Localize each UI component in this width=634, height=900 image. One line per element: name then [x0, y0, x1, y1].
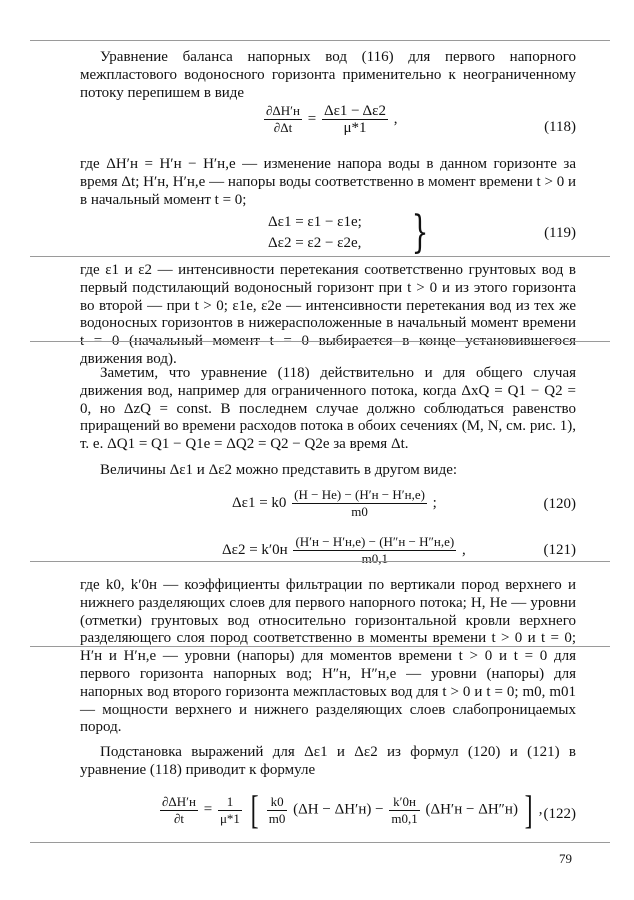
- paragraph-intro: Уравнение баланса напорных вод (116) для первого напорного межпластового водоносного горизонта применительно к неограниченному потоку перепишем в виде: [80, 49, 576, 101]
- equation-number-121: (121): [543, 542, 576, 558]
- scan-divider: [30, 40, 610, 41]
- scan-divider: [30, 842, 610, 843]
- equation-121: Δε2 = k′0н $\frac{(H'н - H'н,е) - (H''н - H''н,е)}{m0,1}$ ,: [222, 534, 466, 566]
- eq119-line-2: Δε2 = ε2 − ε2е,: [268, 235, 362, 251]
- eq122-lhs: $\frac{\partial\Delta H'н}{\partial t}$: [162, 793, 196, 826]
- equation-122: $\frac{\partial\Delta H'н}{\partial t}$ = $\frac{1}{\mu*1}$ [ $\frac{k0}{m0}$ (ΔH − ΔH′н) − $\frac{k'0н}{m0,1}$ (ΔH′н − ΔH″н) ] ,: [162, 787, 543, 832]
- eq122-coefficient: $\frac{1}{\mu*1}$: [219, 793, 240, 826]
- paragraph-substitution: Подстановка выражений для Δε1 и Δε2 из формул (120) и (121) в уравнение (118) приводит к формуле: [80, 744, 576, 778]
- paragraph-remark: Заметим, что уравнение (118) действительно и для общего случая движения вод, например для ограниченного потока, когда ΔxQ = Q1 − Q2 = 0, но ΔzQ = const. В последнем случае должно соблюдаться равенство приращений во времени расходов потока в обоих сечениях (M, N, см. рис. 1), т. е. ΔQ1 = Q1 − Q1е = ΔQ2 = Q2 − Q2е за время Δt.: [80, 365, 576, 453]
- equation-number-119: (119): [544, 225, 576, 241]
- right-bracket: ]: [524, 787, 533, 832]
- eq119-line-1: Δε1 = ε1 − ε1е;: [268, 214, 362, 230]
- eq122-term1-fraction: $\frac{k0}{m0}$: [268, 793, 286, 826]
- equation-118: $\frac{\partial\Delta H'н}{\partial\Delta t}$ = $\frac{\Delta\varepsilon 1 - \Delta\varepsilon 2}{\mu*1}$ ,: [266, 103, 398, 136]
- eq122-term2-body: (ΔH′н − ΔH″н): [425, 801, 518, 818]
- eq118-lhs: $\frac{\partial\Delta H'н}{\partial\Delta t}$: [266, 103, 300, 135]
- eq120-fraction: $\frac{(H - Hе) - (H'н - H'н,е)}{m0}$: [294, 487, 425, 519]
- paragraph-transition: Величины Δε1 и Δε2 можно представить в другом виде:: [100, 462, 458, 478]
- eq121-fraction: $\frac{(H'н - H'н,е) - (H''н - H''н,е)}{m0,1}$: [295, 534, 455, 566]
- scan-divider: [30, 256, 610, 257]
- scan-divider: [30, 341, 610, 342]
- equation-number-120: (120): [543, 496, 576, 512]
- paragraph-definitions-3: где k0, k′0н — коэффициенты фильтрации по вертикали пород верхнего и нижнего разделяющих слоев для первого напорного потока; H, Hе — уровни (отметки) грунтовых вод относительно горизонтальной кровли верхнего разделяющего слоя пород соответственно в моменты времени t > 0 и t = 0; H′н и H′н,е — уровни (напоры) для моментов времени t > 0 и t = 0 для первого горизонта напорных вод; H″н, H″н,е — уровни (напоры) для напорных вод второго горизонта межпластовых вод для t > 0 и t = 0; m0, m01 — мощности верхнего и нижнего разделяющих слоев слабопроницаемых пород.: [80, 577, 576, 736]
- scan-divider: [30, 646, 610, 647]
- scan-divider: [30, 561, 610, 562]
- left-bracket: [: [250, 787, 259, 832]
- paragraph-definitions-1: где ΔH′н = H′н − H′н,е — изменение напора воды в данном горизонте за время Δt; H′н, H′н,е — напоры воды соответственно в момент времени t > 0 и в начальный момент t = 0;: [80, 156, 576, 208]
- equation-number-118: (118): [544, 119, 576, 135]
- equation-119: [268, 212, 362, 254]
- right-brace: }: [411, 207, 429, 258]
- page-number: 79: [559, 851, 572, 866]
- eq122-term2-fraction: $\frac{k'0н}{m0,1}$: [391, 793, 418, 826]
- eq122-term1-body: (ΔH − ΔH′н) −: [293, 801, 384, 818]
- paragraph-definitions-2: где ε1 и ε2 — интенсивности перетекания соответственно грунтовых вод в первый подстилающий водоносный горизонт при t > 0 и из этого горизонта во второй — при t > 0; ε1е, ε2е — интенсивности перетекания вод из тех же водоносных горизонтов в нижерасположенные в начальный момент времени t = 0 (начальный момент t = 0 выбирается в конце установившегося движения вод).: [80, 262, 576, 367]
- eq118-rhs: $\frac{\Delta\varepsilon 1 - \Delta\varepsilon 2}{\mu*1}$: [323, 103, 386, 136]
- equation-120: Δε1 = k0 $\frac{(H - Hе) - (H'н - H'н,е)}{m0}$ ;: [232, 487, 437, 519]
- equation-number-122: (122): [543, 806, 576, 822]
